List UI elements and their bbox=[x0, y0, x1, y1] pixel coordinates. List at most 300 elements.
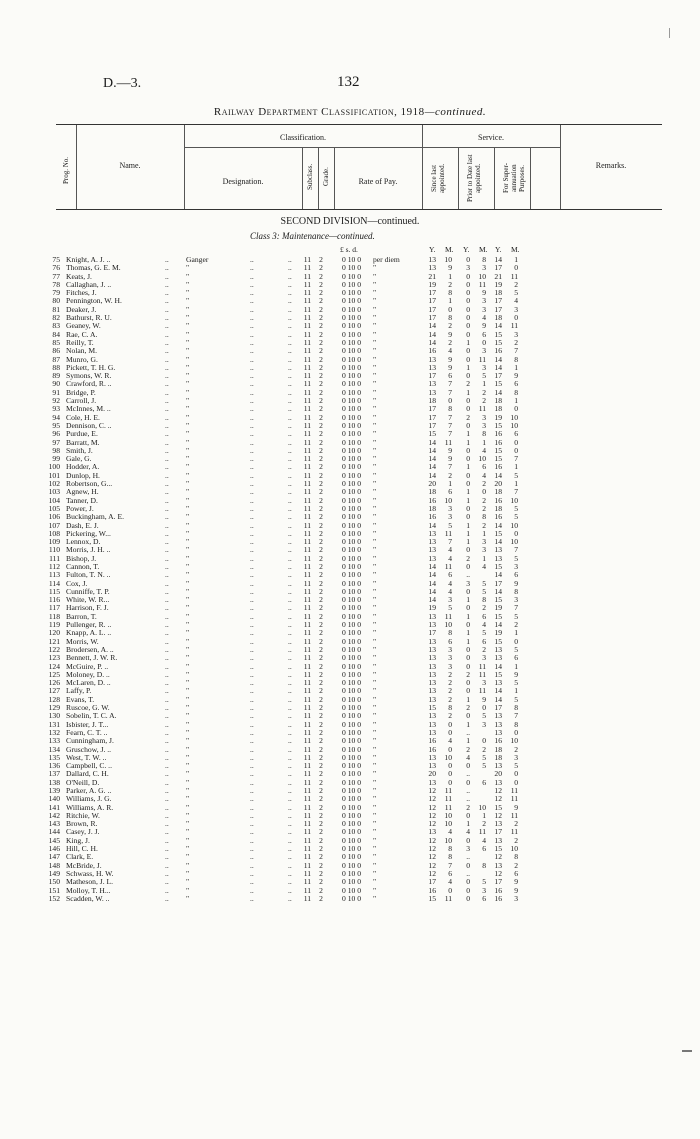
cell-sm: 0 bbox=[448, 885, 452, 895]
cell-no: 147 bbox=[48, 852, 60, 862]
cell-per: " bbox=[373, 570, 377, 580]
cell-py: 0 bbox=[466, 644, 470, 654]
cell-no: 143 bbox=[48, 819, 60, 829]
cell-pm: 2 bbox=[482, 520, 486, 530]
cell-sy: 17 bbox=[428, 420, 436, 430]
leader-dots: .. bbox=[165, 337, 169, 347]
cell-pay: 0 10 0 bbox=[342, 794, 361, 804]
cell-py: 0 bbox=[466, 346, 470, 356]
cell-desig: " bbox=[186, 263, 190, 273]
cell-sub: 11 bbox=[303, 794, 311, 804]
cell-grade: 2 bbox=[319, 636, 323, 646]
cell-name: Callaghan, J. .. bbox=[66, 279, 112, 289]
leader-dots: .. bbox=[165, 603, 169, 613]
cell-pay: 0 10 0 bbox=[342, 703, 361, 713]
cell-pay: 0 10 0 bbox=[342, 479, 361, 489]
cell-grade: 2 bbox=[319, 711, 323, 721]
leader-dots: .. bbox=[165, 644, 169, 654]
leader-dots: .. bbox=[165, 371, 169, 381]
cell-sy: 14 bbox=[428, 578, 436, 588]
leader-dots: .. bbox=[250, 420, 254, 430]
cell-pm: 3 bbox=[482, 304, 486, 314]
cell-py: 0 bbox=[466, 678, 470, 688]
cell-grade: 2 bbox=[319, 752, 323, 762]
cell-py: 0 bbox=[466, 512, 470, 522]
cell-desig: " bbox=[186, 437, 190, 447]
cell-desig: " bbox=[186, 379, 190, 389]
cell-sm: 5 bbox=[448, 603, 452, 613]
leader-dots: .. bbox=[165, 719, 169, 729]
cell-pay: 0 10 0 bbox=[342, 545, 361, 555]
cell-py: 1 bbox=[466, 819, 470, 829]
leader-dots: .. bbox=[250, 719, 254, 729]
cell-name: Crawford, R. .. bbox=[66, 379, 112, 389]
cell-pm: 1 bbox=[482, 437, 486, 447]
cell-desig: " bbox=[186, 528, 190, 538]
cell-pm: 3 bbox=[482, 653, 486, 663]
leader-dots: .. bbox=[250, 578, 254, 588]
cell-grade: 2 bbox=[319, 678, 323, 688]
cell-pay: 0 10 0 bbox=[342, 304, 361, 314]
leader-dots: .. bbox=[288, 628, 292, 638]
cell-fm: 5 bbox=[514, 288, 518, 298]
cell-fm: 2 bbox=[514, 744, 518, 754]
cell-sub: 11 bbox=[303, 561, 311, 571]
cell-pm: 6 bbox=[482, 844, 486, 854]
cell-fy: 18 bbox=[494, 396, 502, 406]
header-service: Service. bbox=[478, 133, 504, 142]
cell-sub: 11 bbox=[303, 877, 311, 887]
cell-sub: 11 bbox=[303, 810, 311, 820]
cell-fm: 9 bbox=[514, 371, 518, 381]
cell-sm: 0 bbox=[448, 777, 452, 787]
cell-per: " bbox=[373, 346, 377, 356]
cell-fm: 2 bbox=[514, 835, 518, 845]
cell-pay: 0 10 0 bbox=[342, 346, 361, 356]
leader-dots: .. bbox=[165, 827, 169, 837]
cell-pay: 0 10 0 bbox=[342, 454, 361, 464]
cell-sm: 3 bbox=[448, 595, 452, 605]
leader-dots: .. bbox=[165, 819, 169, 829]
cell-fm: 5 bbox=[514, 611, 518, 621]
leader-dots: .. bbox=[288, 561, 292, 571]
cell-desig: " bbox=[186, 603, 190, 613]
cell-name: Moloney, D. .. bbox=[66, 669, 110, 679]
cell-sy: 14 bbox=[428, 470, 436, 480]
leader-dots: .. bbox=[250, 736, 254, 746]
cell-desig: " bbox=[186, 412, 190, 422]
cell-sy: 15 bbox=[428, 893, 436, 903]
page-number: 132 bbox=[337, 74, 360, 90]
leader-dots: .. bbox=[250, 885, 254, 895]
cell-pm: 4 bbox=[482, 561, 486, 571]
cell-grade: 2 bbox=[319, 537, 323, 547]
cell-per: " bbox=[373, 620, 377, 630]
cell-sub: 11 bbox=[303, 445, 311, 455]
cell-sy: 14 bbox=[428, 454, 436, 464]
cell-sub: 11 bbox=[303, 678, 311, 688]
cell-per: " bbox=[373, 885, 377, 895]
cell-fy: 14 bbox=[494, 387, 502, 397]
cell-fm: 9 bbox=[514, 885, 518, 895]
cell-pm: 2 bbox=[482, 644, 486, 654]
cell-py: 1 bbox=[466, 537, 470, 547]
cell-pay: 0 10 0 bbox=[342, 561, 361, 571]
cell-sy: 13 bbox=[428, 694, 436, 704]
cell-no: 112 bbox=[48, 561, 60, 571]
cell-fy: 14 bbox=[494, 520, 502, 530]
cell-desig: " bbox=[186, 329, 190, 339]
cell-per: " bbox=[373, 644, 377, 654]
cell-no: 113 bbox=[48, 570, 60, 580]
cell-pm: 3 bbox=[482, 678, 486, 688]
leader-dots: .. bbox=[288, 852, 292, 862]
leader-dots: .. bbox=[288, 570, 292, 580]
leader-dots: .. bbox=[165, 727, 169, 737]
leader-dots: .. bbox=[288, 893, 292, 903]
cell-sub: 11 bbox=[303, 271, 311, 281]
leader-dots: .. bbox=[165, 462, 169, 472]
cell-fm: 5 bbox=[514, 694, 518, 704]
cell-grade: 2 bbox=[319, 570, 323, 580]
cell-sm: 8 bbox=[448, 844, 452, 854]
cell-pm: 2 bbox=[482, 603, 486, 613]
cell-sm: 1 bbox=[448, 271, 452, 281]
cell-name: Dallard, C. H. bbox=[66, 769, 109, 779]
leader-dots: .. bbox=[288, 678, 292, 688]
cell-pay: 0 10 0 bbox=[342, 727, 361, 737]
cell-sub: 11 bbox=[303, 761, 311, 771]
cell-fm: 5 bbox=[514, 553, 518, 563]
cell-sub: 11 bbox=[303, 694, 311, 704]
cell-per: " bbox=[373, 561, 377, 571]
cell-desig: " bbox=[186, 703, 190, 713]
cell-per: " bbox=[373, 495, 377, 505]
cell-sub: 11 bbox=[303, 279, 311, 289]
leader-dots: .. bbox=[165, 711, 169, 721]
cell-pay: 0 10 0 bbox=[342, 844, 361, 854]
leader-dots: .. bbox=[288, 255, 292, 264]
cell-fy: 13 bbox=[494, 545, 502, 555]
cell-fy: 18 bbox=[494, 487, 502, 497]
cell-per: " bbox=[373, 636, 377, 646]
cell-sm: 6 bbox=[448, 371, 452, 381]
cell-per: per diem bbox=[373, 255, 400, 264]
leader-dots: .. bbox=[250, 794, 254, 804]
leader-dots: .. bbox=[250, 686, 254, 696]
cell-sy: 12 bbox=[428, 860, 436, 870]
leader-dots: .. bbox=[250, 752, 254, 762]
cell-sm: 0 bbox=[448, 761, 452, 771]
leader-dots: .. bbox=[250, 271, 254, 281]
cell-sm: 2 bbox=[448, 669, 452, 679]
cell-sm: 4 bbox=[448, 346, 452, 356]
cell-grade: 2 bbox=[319, 495, 323, 505]
cell-name: Geaney, W. bbox=[66, 321, 101, 331]
cell-fm: 11 bbox=[510, 271, 518, 281]
leader-dots: .. bbox=[165, 379, 169, 389]
cell-sy: 16 bbox=[428, 744, 436, 754]
leader-dots: .. bbox=[165, 860, 169, 870]
cell-desig: " bbox=[186, 752, 190, 762]
leader-dots: .. bbox=[250, 744, 254, 754]
cell-no: 122 bbox=[48, 644, 60, 654]
cell-sm: 0 bbox=[448, 727, 452, 737]
leader-dots: .. bbox=[250, 561, 254, 571]
leader-dots: .. bbox=[165, 288, 169, 298]
leader-dots: .. bbox=[250, 636, 254, 646]
leader-dots: .. bbox=[165, 694, 169, 704]
cell-py: 0 bbox=[466, 288, 470, 298]
cell-desig: " bbox=[186, 561, 190, 571]
cell-no: 149 bbox=[48, 868, 60, 878]
leader-dots: .. bbox=[165, 362, 169, 372]
cell-pm: 2 bbox=[482, 819, 486, 829]
cell-name: Buckingham, A. E. bbox=[66, 512, 125, 522]
cell-sub: 11 bbox=[303, 371, 311, 381]
cell-pm: 9 bbox=[482, 694, 486, 704]
leader-dots: .. bbox=[250, 313, 254, 323]
leader-dots: .. bbox=[250, 802, 254, 812]
cell-sub: 11 bbox=[303, 620, 311, 630]
title-continued: —continued. bbox=[424, 106, 487, 118]
cell-sy: 13 bbox=[428, 545, 436, 555]
cell-sub: 11 bbox=[303, 288, 311, 298]
cell-no: 111 bbox=[49, 553, 60, 563]
cell-desig: " bbox=[186, 620, 190, 630]
cell-name: Pickett, T. H. G. bbox=[66, 362, 116, 372]
cell-pm: 2 bbox=[482, 503, 486, 513]
cell-sub: 11 bbox=[303, 827, 311, 837]
cell-grade: 2 bbox=[319, 686, 323, 696]
leader-dots: .. bbox=[165, 786, 169, 795]
leader-dots: .. bbox=[250, 512, 254, 522]
cell-no: 116 bbox=[48, 595, 60, 605]
cell-py: 0 bbox=[466, 454, 470, 464]
leader-dots: .. bbox=[288, 827, 292, 837]
cell-grade: 2 bbox=[319, 454, 323, 464]
cell-sy: 12 bbox=[428, 802, 436, 812]
cell-grade: 2 bbox=[319, 412, 323, 422]
cell-sy: 12 bbox=[428, 786, 436, 795]
cell-pm: 3 bbox=[482, 296, 486, 306]
cell-fm: 3 bbox=[514, 595, 518, 605]
cell-per: " bbox=[373, 362, 377, 372]
cell-per: " bbox=[373, 479, 377, 489]
cell-no: 115 bbox=[48, 586, 60, 596]
cell-fy: 15 bbox=[494, 595, 502, 605]
cell-fm: 5 bbox=[514, 470, 518, 480]
cell-desig: " bbox=[186, 487, 190, 497]
cell-fy: 19 bbox=[494, 279, 502, 289]
cell-fm: 9 bbox=[514, 669, 518, 679]
cell-no: 76 bbox=[52, 263, 60, 273]
cell-pm: 11 bbox=[478, 661, 486, 671]
cell-desig: " bbox=[186, 595, 190, 605]
header-remarks: Remarks. bbox=[595, 161, 627, 170]
cell-pay: 0 10 0 bbox=[342, 835, 361, 845]
leader-dots: .. bbox=[288, 429, 292, 439]
cell-fy: 13 bbox=[494, 678, 502, 688]
cell-name: Cole, H. E. bbox=[66, 412, 100, 422]
cell-py: 0 bbox=[466, 503, 470, 513]
cell-sub: 11 bbox=[303, 611, 311, 621]
cell-desig: " bbox=[186, 819, 190, 829]
cell-grade: 2 bbox=[319, 786, 323, 795]
cell-fm: 1 bbox=[514, 255, 518, 264]
cell-no: 110 bbox=[48, 545, 60, 555]
cell-py: .. bbox=[466, 769, 470, 779]
leader-dots: .. bbox=[288, 296, 292, 306]
leader-dots: .. bbox=[165, 736, 169, 746]
leader-dots: .. bbox=[288, 412, 292, 422]
cell-py: 0 bbox=[466, 561, 470, 571]
cell-fm: 10 bbox=[510, 520, 518, 530]
cell-pm: 3 bbox=[482, 719, 486, 729]
cell-no: 137 bbox=[48, 769, 60, 779]
cell-py: 4 bbox=[466, 827, 470, 837]
cell-name: Munro, G. bbox=[66, 354, 98, 364]
cell-fm: 11 bbox=[510, 786, 518, 795]
leader-dots: .. bbox=[288, 661, 292, 671]
leader-dots: .. bbox=[250, 288, 254, 298]
leader-dots: .. bbox=[288, 545, 292, 555]
cell-fm: 6 bbox=[514, 570, 518, 580]
cell-grade: 2 bbox=[319, 329, 323, 339]
cell-pm: 5 bbox=[482, 578, 486, 588]
leader-dots: .. bbox=[288, 611, 292, 621]
cell-pm: 11 bbox=[478, 279, 486, 289]
cell-pay: 0 10 0 bbox=[342, 628, 361, 638]
cell-per: " bbox=[373, 703, 377, 713]
cell-name: Ruscoe, G. W. bbox=[66, 703, 110, 713]
cell-fy: 16 bbox=[494, 885, 502, 895]
cell-sm: 0 bbox=[448, 744, 452, 754]
cell-sub: 11 bbox=[303, 528, 311, 538]
cell-grade: 2 bbox=[319, 420, 323, 430]
cell-name: Laffy, P. bbox=[66, 686, 92, 696]
cell-pm: 6 bbox=[482, 893, 486, 903]
cell-pm: 1 bbox=[482, 379, 486, 389]
cell-grade: 2 bbox=[319, 545, 323, 555]
cell-pay: 0 10 0 bbox=[342, 354, 361, 364]
cell-fm: 0 bbox=[514, 437, 518, 447]
leader-dots: .. bbox=[250, 503, 254, 513]
cell-per: " bbox=[373, 462, 377, 472]
cell-name: McGuire, P. .. bbox=[66, 661, 109, 671]
cell-sy: 13 bbox=[428, 661, 436, 671]
cell-grade: 2 bbox=[319, 528, 323, 538]
cell-py: 0 bbox=[466, 810, 470, 820]
cell-no: 145 bbox=[48, 835, 60, 845]
leader-dots: .. bbox=[165, 586, 169, 596]
leader-dots: .. bbox=[165, 752, 169, 762]
leader-dots: .. bbox=[250, 620, 254, 630]
cell-desig: " bbox=[186, 454, 190, 464]
cell-no: 125 bbox=[48, 669, 60, 679]
cell-sy: 13 bbox=[428, 686, 436, 696]
cell-sub: 11 bbox=[303, 313, 311, 323]
cell-name: McInnes, M. .. bbox=[66, 404, 111, 414]
leader-dots: .. bbox=[288, 868, 292, 878]
cell-sub: 11 bbox=[303, 852, 311, 862]
cell-per: " bbox=[373, 661, 377, 671]
cell-desig: " bbox=[186, 396, 190, 406]
cell-sy: 13 bbox=[428, 669, 436, 679]
leader-dots: .. bbox=[165, 520, 169, 530]
cell-pay: 0 10 0 bbox=[342, 337, 361, 347]
cell-pay: 0 10 0 bbox=[342, 852, 361, 862]
leader-dots: .. bbox=[165, 561, 169, 571]
cell-fm: 5 bbox=[514, 503, 518, 513]
leader-dots: .. bbox=[288, 304, 292, 314]
cell-sm: 0 bbox=[448, 719, 452, 729]
cell-desig: " bbox=[186, 387, 190, 397]
cell-per: " bbox=[373, 628, 377, 638]
cell-pay: 0 10 0 bbox=[342, 503, 361, 513]
cell-pm: 5 bbox=[482, 711, 486, 721]
cell-fy: 14 bbox=[494, 586, 502, 596]
cell-py: 0 bbox=[466, 313, 470, 323]
cell-sub: 11 bbox=[303, 885, 311, 895]
cell-grade: 2 bbox=[319, 263, 323, 273]
document-reference: D.—3. bbox=[103, 76, 142, 91]
cell-per: " bbox=[373, 445, 377, 455]
cell-name: Brown, R. bbox=[66, 819, 98, 829]
cell-fm: 5 bbox=[514, 644, 518, 654]
cell-per: " bbox=[373, 553, 377, 563]
cell-name: Cannon, T. bbox=[66, 561, 100, 571]
cell-sub: 11 bbox=[303, 736, 311, 746]
cell-fy: 20 bbox=[494, 479, 502, 489]
cell-sy: 16 bbox=[428, 495, 436, 505]
cell-fy: 16 bbox=[494, 462, 502, 472]
cell-pm: 11 bbox=[478, 827, 486, 837]
cell-pay: 0 10 0 bbox=[342, 761, 361, 771]
cell-py: 0 bbox=[466, 586, 470, 596]
leader-dots: .. bbox=[288, 396, 292, 406]
cell-pay: 0 10 0 bbox=[342, 379, 361, 389]
cell-name: Gale, G. bbox=[66, 454, 92, 464]
cell-name: Keats, J. bbox=[66, 271, 92, 281]
cell-py: 1 bbox=[466, 495, 470, 505]
cell-grade: 2 bbox=[319, 827, 323, 837]
cell-desig: " bbox=[186, 495, 190, 505]
cell-fm: 0 bbox=[514, 528, 518, 538]
cell-name: O'Neill, D. bbox=[66, 777, 100, 787]
leader-dots: .. bbox=[288, 329, 292, 339]
cell-pay: 0 10 0 bbox=[342, 885, 361, 895]
leader-dots: .. bbox=[165, 769, 169, 779]
cell-sy: 13 bbox=[428, 379, 436, 389]
cell-per: " bbox=[373, 844, 377, 854]
cell-per: " bbox=[373, 520, 377, 530]
cell-py: 2 bbox=[466, 703, 470, 713]
cell-pay: 0 10 0 bbox=[342, 553, 361, 563]
cell-sm: 4 bbox=[448, 578, 452, 588]
cell-pay: 0 10 0 bbox=[342, 321, 361, 331]
cell-sub: 11 bbox=[303, 719, 311, 729]
cell-py: 0 bbox=[466, 603, 470, 613]
cell-no: 92 bbox=[52, 396, 60, 406]
cell-name: Sobelin, T. C. A. bbox=[66, 711, 117, 721]
cell-no: 141 bbox=[48, 802, 60, 812]
cell-name: Deaker, J. bbox=[66, 304, 97, 314]
cell-grade: 2 bbox=[319, 885, 323, 895]
leader-dots: .. bbox=[165, 868, 169, 878]
cell-fy: 16 bbox=[494, 429, 502, 439]
cell-name: Symons, W. R. bbox=[66, 371, 112, 381]
